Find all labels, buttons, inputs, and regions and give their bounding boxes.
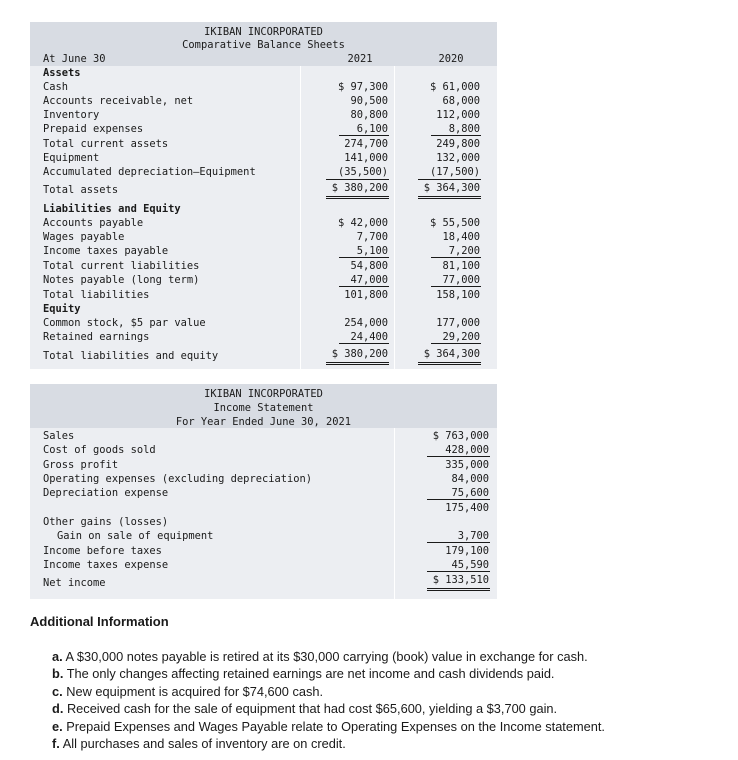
value-2021: $ 380,200 (331, 182, 388, 194)
value-2020: $ 61,000 (429, 81, 480, 93)
row-label: Total liabilities (43, 289, 150, 301)
value-2020: 68,000 (442, 95, 480, 107)
value-2020: 8,800 (448, 123, 480, 135)
amount: 428,000 (445, 444, 489, 456)
note-letter: c. (52, 683, 63, 699)
note-text: Received cash for the sale of equipment that had cost $65,600, yielding a $3,700 gain. (66, 701, 558, 717)
list-item (52, 665, 722, 682)
double-underline (418, 362, 481, 363)
note-letter: f. (52, 736, 60, 752)
value-2021: 47,000 (350, 274, 388, 286)
amount: $ 763,000 (432, 430, 489, 442)
row-label: Notes payable (long term) (43, 274, 200, 286)
value-2021: 254,000 (344, 317, 388, 329)
note-text: All purchases and sales of inventory are on credit. (62, 736, 346, 752)
value-2021: 274,700 (344, 138, 388, 150)
column-separator (394, 428, 395, 599)
date-label: At June 30 (43, 53, 106, 65)
column-header-2020: 2020 (438, 53, 464, 65)
row-label: Total current liabilities (43, 260, 200, 272)
value-2020: 18,400 (442, 231, 480, 243)
amount: 179,100 (445, 545, 489, 557)
underline (418, 179, 481, 180)
value-2020: 7,200 (448, 245, 480, 257)
column-header-2021: 2021 (347, 53, 373, 65)
underline (339, 135, 389, 136)
underline (431, 257, 481, 258)
income-statement (30, 384, 497, 599)
underline (431, 286, 481, 287)
column-separator (300, 66, 301, 369)
note-letter: d. (52, 701, 64, 717)
value-2020: (17,500) (429, 166, 480, 178)
value-2021: 54,800 (350, 260, 388, 272)
value-2021: 90,500 (350, 95, 388, 107)
double-underline (326, 198, 389, 199)
double-underline (418, 198, 481, 199)
value-2020: $ 55,500 (429, 217, 480, 229)
additional-information-list (52, 648, 722, 752)
note-text: New equipment is acquired for $74,600 cash. (66, 683, 324, 699)
company-name: IKIBAN INCORPORATED (204, 388, 323, 400)
row-label: Operating expenses (excluding depreciation) (43, 473, 312, 485)
underline (431, 135, 481, 136)
value-2021: 7,700 (356, 231, 388, 243)
note-text: A $30,000 notes payable is retired at its $30,000 carrying (book) value in exchange for cash. (65, 649, 588, 664)
underline (339, 286, 389, 287)
row-label: Total liabilities and equity (43, 350, 219, 362)
underline (427, 499, 490, 500)
underline (427, 456, 490, 457)
value-2020: 29,200 (442, 331, 480, 343)
underline (427, 542, 490, 543)
row-label: Income before taxes (43, 545, 162, 557)
value-2020: 132,000 (436, 152, 480, 164)
value-2021: 80,800 (350, 109, 388, 121)
row-label: Inventory (43, 109, 100, 121)
row-label: Accumulated depreciation—Equipment (43, 166, 256, 178)
comparative-balance-sheet (30, 22, 497, 369)
row-label: Depreciation expense (43, 487, 169, 499)
value-2020: 249,800 (436, 138, 480, 150)
value-2021: $ 380,200 (331, 348, 388, 360)
note-letter: b. (52, 666, 64, 682)
value-2020: 77,000 (442, 274, 480, 286)
row-label: Net income (43, 577, 106, 589)
section-heading-equity: Equity (43, 303, 81, 315)
double-underline (326, 364, 389, 365)
additional-information-heading: Additional Information (30, 614, 169, 629)
row-label: Sales (43, 430, 75, 442)
double-underline (326, 362, 389, 363)
underline (427, 571, 490, 572)
underline (339, 343, 389, 344)
underline (326, 179, 389, 180)
amount: $ 133,510 (432, 574, 489, 586)
amount: 3,700 (457, 530, 489, 542)
value-2020: $ 364,300 (423, 348, 480, 360)
value-2021: (35,500) (337, 166, 388, 178)
amount: 75,600 (451, 487, 489, 499)
amount: 175,400 (445, 502, 489, 514)
value-2020: 177,000 (436, 317, 480, 329)
row-label: Other gains (losses) (43, 516, 169, 528)
list-item (52, 648, 722, 665)
row-label: Cash (43, 81, 69, 93)
section-heading-assets: Assets (43, 67, 81, 79)
row-label: Income taxes expense (43, 559, 169, 571)
double-underline (418, 364, 481, 365)
row-label: Accounts payable (43, 217, 144, 229)
note-text: Prepaid Expenses and Wages Payable relate to Operating Expenses on the Income statement. (66, 718, 605, 734)
value-2021: $ 97,300 (337, 81, 388, 93)
row-label: Total current assets (43, 138, 169, 150)
row-label: Common stock, $5 par value (43, 317, 206, 329)
value-2020: $ 364,300 (423, 182, 480, 194)
statement-title: Comparative Balance Sheets (182, 39, 345, 51)
amount: 335,000 (445, 459, 489, 471)
company-name: IKIBAN INCORPORATED (204, 26, 323, 38)
row-label: Equipment (43, 152, 100, 164)
double-underline (427, 590, 490, 591)
statement-period: For Year Ended June 30, 2021 (175, 416, 352, 428)
underline (431, 343, 481, 344)
note-text: The only changes affecting retained earnings are net income and cash dividends paid. (66, 666, 555, 682)
amount: 84,000 (451, 473, 489, 485)
note-letter: e. (52, 718, 63, 734)
row-label: Total assets (43, 184, 119, 196)
row-label: Gross profit (43, 459, 119, 471)
row-label: Gain on sale of equipment (57, 530, 214, 542)
double-underline (418, 196, 481, 197)
value-2020: 158,100 (436, 289, 480, 301)
row-label: Income taxes payable (43, 245, 169, 257)
value-2020: 81,100 (442, 260, 480, 272)
value-2021: 6,100 (356, 123, 388, 135)
double-underline (427, 588, 490, 589)
row-label: Prepaid expenses (43, 123, 144, 135)
list-item (52, 735, 722, 752)
section-heading-liabilities-equity: Liabilities and Equity (43, 203, 181, 215)
value-2021: 141,000 (344, 152, 388, 164)
note-letter: a. (52, 649, 63, 664)
row-label: Retained earnings (43, 331, 150, 343)
value-2021: 24,400 (350, 331, 388, 343)
double-underline (326, 196, 389, 197)
list-item (52, 718, 722, 735)
list-item (52, 700, 722, 717)
amount: 45,590 (451, 559, 489, 571)
value-2021: 5,100 (356, 245, 388, 257)
statement-title: Income Statement (213, 402, 314, 414)
underline (339, 257, 389, 258)
list-item (52, 683, 722, 700)
column-separator (394, 66, 395, 369)
row-label: Accounts receivable, net (43, 95, 194, 107)
row-label: Cost of goods sold (43, 444, 156, 456)
row-label: Wages payable (43, 231, 125, 243)
value-2021: $ 42,000 (337, 217, 388, 229)
value-2020: 112,000 (436, 109, 480, 121)
value-2021: 101,800 (344, 289, 388, 301)
